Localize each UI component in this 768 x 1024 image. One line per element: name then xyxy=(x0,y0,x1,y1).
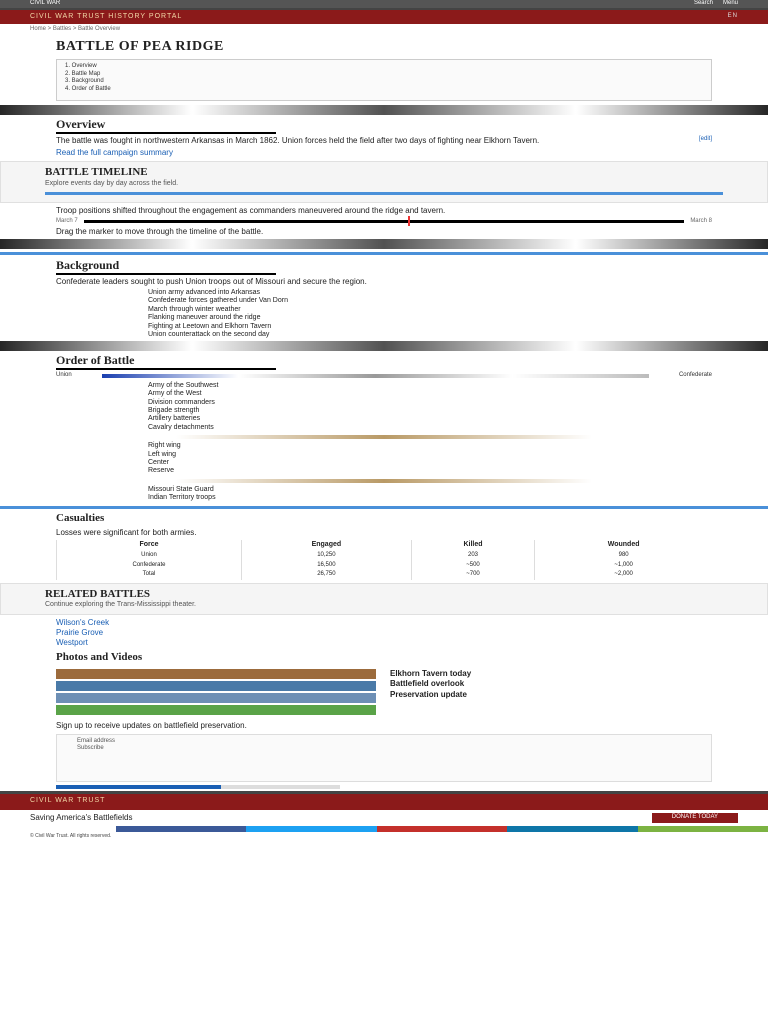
list-item: Missouri State Guard xyxy=(148,485,214,493)
timeline-track[interactable] xyxy=(84,220,685,223)
slider-track[interactable] xyxy=(102,374,649,378)
section-heading-media: Photos and Videos xyxy=(56,651,143,664)
slider-left-label: Union xyxy=(56,372,72,379)
list-item: March through winter weather xyxy=(148,305,241,313)
progress-fill xyxy=(56,785,221,789)
list-item: Indian Territory troops xyxy=(148,494,216,502)
comparison-slider[interactable] xyxy=(56,372,712,380)
list-item: Cavalry detachments xyxy=(148,423,214,431)
breadcrumb[interactable]: Home > Battles > Battle Overview xyxy=(30,26,121,32)
toc-item[interactable]: 1. Overview xyxy=(65,63,97,69)
column-header: Wounded xyxy=(535,540,712,551)
table-row xyxy=(57,551,713,561)
overview-text: The battle was fought in northwestern Arkansas in March 1862. Union forces held the field after two days of fighting near Elkhorn Tavern. xyxy=(56,136,540,145)
section-divider xyxy=(0,341,768,351)
media-caption[interactable]: Elkhorn Tavern today xyxy=(390,668,472,678)
column-header: Engaged xyxy=(242,540,412,551)
list-item: Union counterattack on the second day xyxy=(148,330,270,338)
share-icon[interactable] xyxy=(638,826,768,832)
list-item: Fighting at Leetown and Elkhorn Tavern xyxy=(148,322,272,330)
facebook-icon[interactable] xyxy=(116,826,246,832)
table-cell: Union xyxy=(57,551,242,561)
toc-item[interactable]: 4. Order of Battle xyxy=(65,85,111,92)
feature-title: BATTLE TIMELINE xyxy=(45,166,148,178)
newsletter-form xyxy=(56,734,712,782)
accent-bar xyxy=(0,252,768,255)
media-thumbnail[interactable] xyxy=(56,705,376,715)
youtube-icon[interactable] xyxy=(377,826,507,832)
background-text: Confederate leaders sought to push Union troops out of Missouri and secure the region. xyxy=(56,277,367,286)
table-cell: ~2,000 xyxy=(535,570,712,580)
order-list-2 xyxy=(148,442,712,476)
column-header: Force xyxy=(57,540,242,551)
list-item: Left wing xyxy=(148,450,177,458)
map-text: Troop positions shifted throughout the engagement as commanders maneuvered around the ridge and tavern. xyxy=(56,205,446,215)
table-of-contents xyxy=(56,59,712,101)
social-bar xyxy=(116,826,768,832)
copyright: © Civil War Trust. All rights reserved. xyxy=(30,832,112,839)
table-cell: 203 xyxy=(411,551,535,561)
donate-button[interactable]: DONATE TODAY xyxy=(652,813,738,823)
table-cell: 980 xyxy=(535,551,712,561)
timeline-scrubber[interactable] xyxy=(56,218,712,226)
ornament-divider xyxy=(176,435,592,439)
table-cell: 10,250 xyxy=(242,551,412,561)
related-box[interactable] xyxy=(0,583,768,616)
list-item: Brigade strength xyxy=(148,407,200,415)
feature-box[interactable] xyxy=(0,161,768,203)
newsletter-intro: Sign up to receive updates on battlefield preservation. xyxy=(56,720,247,730)
list-item: Army of the Southwest xyxy=(148,381,219,389)
timeline-end: March 8 xyxy=(690,217,712,224)
accent-bar xyxy=(0,506,768,509)
related-link[interactable]: Wilson's Creek xyxy=(56,618,110,628)
menu-link[interactable]: Menu xyxy=(722,0,738,7)
media-captions xyxy=(390,669,471,717)
list-item: Artillery batteries xyxy=(148,415,201,423)
table-cell: 16,500 xyxy=(242,561,412,571)
table-cell: 26,750 xyxy=(242,570,412,580)
section-heading-order: Order of Battle xyxy=(56,353,276,370)
background-list xyxy=(148,289,712,339)
campaign-link[interactable]: Read the full campaign summary xyxy=(56,148,173,157)
related-link[interactable]: Prairie Grove xyxy=(56,628,104,638)
casualties-text: Losses were significant for both armies. xyxy=(56,528,197,538)
media-caption[interactable]: Battlefield overlook xyxy=(390,679,465,689)
table-row xyxy=(57,570,713,580)
related-links xyxy=(0,618,768,648)
timeline-start: March 7 xyxy=(56,217,78,224)
top-bar xyxy=(0,0,768,8)
footer-bar xyxy=(0,810,768,826)
list-item: Reserve xyxy=(148,467,175,475)
related-title: RELATED BATTLES xyxy=(45,587,151,600)
section-heading-casualties: Casualties xyxy=(56,511,105,524)
table-cell: ~700 xyxy=(411,570,535,580)
list-item: Division commanders xyxy=(148,398,215,406)
table-cell: Confederate xyxy=(57,561,242,571)
table-row xyxy=(57,561,713,571)
footer-tagline: Saving America's Battlefields xyxy=(30,812,133,822)
list-item: Right wing xyxy=(148,442,181,450)
section-divider xyxy=(0,239,768,249)
related-subtitle: Continue exploring the Trans-Mississippi theater. xyxy=(45,601,196,609)
list-item: Union army advanced into Arkansas xyxy=(148,289,261,296)
search-link[interactable]: Search xyxy=(693,0,713,7)
site-name[interactable]: CIVIL WAR xyxy=(30,0,61,7)
table-cell: ~1,000 xyxy=(535,561,712,571)
footer-brand xyxy=(0,791,768,810)
ornament-divider xyxy=(176,479,592,483)
table-cell: ~500 xyxy=(411,561,535,571)
footer-logo[interactable]: CIVIL WAR TRUST xyxy=(30,797,106,805)
media-thumbnail[interactable] xyxy=(56,693,376,703)
media-thumbnail[interactable] xyxy=(56,681,376,691)
section-divider xyxy=(0,105,768,115)
media-block xyxy=(56,669,712,717)
brand-bar xyxy=(0,8,768,24)
email-field[interactable]: Email address xyxy=(77,737,116,744)
toc-item[interactable]: 2. Battle Map xyxy=(65,70,101,77)
toc-item[interactable]: 3. Background xyxy=(65,78,104,84)
brand-logo[interactable]: CIVIL WAR TRUST HISTORY PORTAL xyxy=(30,12,183,20)
slider-right-label: Confederate xyxy=(678,372,712,379)
language-selector[interactable]: EN xyxy=(727,13,738,20)
section-heading-overview: Overview xyxy=(56,117,276,134)
feature-underline xyxy=(45,192,723,195)
reading-progress xyxy=(56,785,340,789)
casualties-table xyxy=(56,540,712,579)
timeline-marker[interactable] xyxy=(408,216,410,226)
order-list-3 xyxy=(148,486,712,503)
section-heading-background: Background xyxy=(56,258,276,275)
related-link[interactable]: Westport xyxy=(56,638,88,648)
timeline-note: Drag the marker to move through the timeline of the battle. xyxy=(56,227,264,236)
media-thumbnail[interactable] xyxy=(56,669,376,679)
edit-link[interactable]: [edit] xyxy=(698,136,712,142)
media-caption[interactable]: Preservation update xyxy=(390,689,467,699)
linkedin-icon[interactable] xyxy=(507,826,637,832)
table-cell: Total xyxy=(57,570,242,580)
twitter-icon[interactable] xyxy=(246,826,376,832)
list-item: Army of the West xyxy=(148,390,202,398)
media-thumbnails xyxy=(56,669,376,717)
subscribe-button[interactable]: Subscribe xyxy=(77,745,104,752)
feature-subtitle: Explore events day by day across the field. xyxy=(45,179,179,187)
page-title: BATTLE OF PEA RIDGE xyxy=(56,38,224,54)
list-item: Confederate forces gathered under Van Dorn xyxy=(148,297,288,305)
column-header: Killed xyxy=(411,540,535,551)
list-item: Flanking maneuver around the ridge xyxy=(148,314,261,322)
list-item: Center xyxy=(148,458,170,466)
order-list xyxy=(148,382,712,432)
